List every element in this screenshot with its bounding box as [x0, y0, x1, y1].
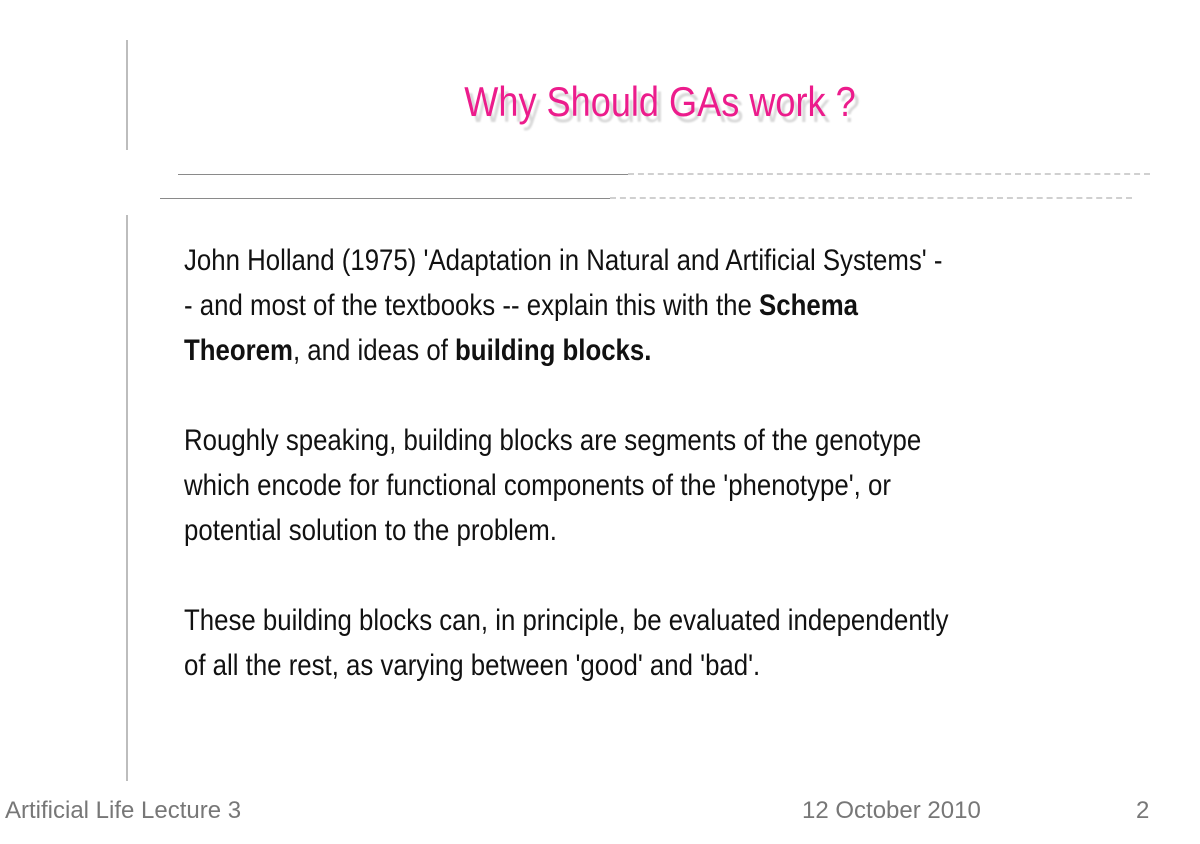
paragraph-gap — [184, 373, 1061, 418]
text-run-bold: Schema — [759, 289, 859, 322]
text-line: These building blocks can, in principle, be evaluated independently — [184, 604, 949, 637]
title-underline-dashed-1 — [628, 173, 1150, 175]
left-rule-top — [126, 40, 128, 150]
title-underline-dashed-2 — [610, 197, 1132, 199]
text-line: potential solution to the problem. — [184, 514, 557, 547]
text-run: John Holland (1975) 'Adaptation in Natural and Artificial Systems' - — [184, 244, 943, 277]
title-container — [360, 74, 960, 144]
footer-page-number: 2 — [1136, 797, 1150, 824]
left-rule-bottom — [126, 215, 128, 781]
title-underline-1 — [178, 174, 628, 175]
text-run: , and ideas of — [292, 334, 456, 367]
text-line: of all the rest, as varying between 'good' and 'bad'. — [184, 649, 761, 682]
text-line: Roughly speaking, building blocks are segments of the genotype — [184, 424, 922, 457]
footer-course: Artificial Life Lecture 3 — [5, 797, 242, 824]
paragraph-gap — [184, 553, 1061, 598]
slide-title: Why Should GAs work ? — [464, 78, 856, 125]
paragraph-building-blocks — [184, 418, 1061, 553]
text-run-bold: Theorem — [184, 334, 293, 367]
slide-body — [184, 238, 1061, 688]
paragraph-holland — [184, 238, 1061, 373]
text-run-bold: building blocks. — [455, 334, 652, 367]
footer-date: 12 October 2010 — [802, 797, 981, 824]
paragraph-evaluation — [184, 598, 1061, 688]
title-underline-2 — [160, 198, 610, 199]
text-line: which encode for functional components of the 'phenotype', or — [184, 469, 891, 502]
text-run: - and most of the textbooks -- explain this with the — [184, 289, 760, 322]
